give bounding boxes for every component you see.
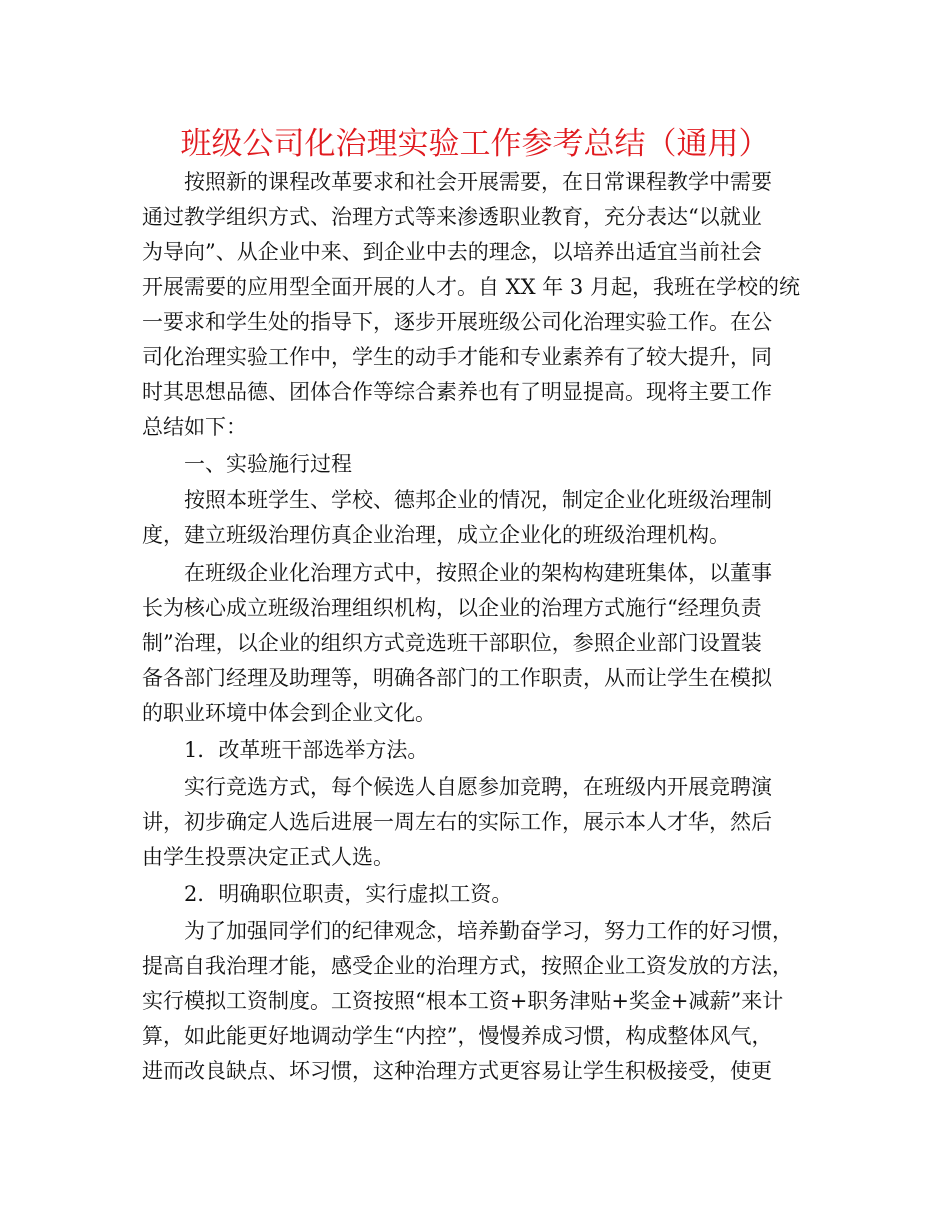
- section-heading: 一、实验施行过程: [184, 452, 352, 476]
- subsection-heading-2: 2．明确职位职责，实行虚拟工资。: [184, 882, 513, 906]
- text-line-4: 开展需要的应用型全面开展的人才。自 XX 年 3 月起，我班在学校的统: [142, 275, 800, 299]
- text-line-8: 总结如下：: [142, 415, 247, 439]
- text-line-11: 在班级企业化治理方式中，按照企业的架构构建班集体，以董事: [184, 561, 772, 585]
- text-line-14: 备各部门经理及助理等，明确各部门的工作职责，从而让学生在模拟: [142, 666, 772, 690]
- text-line-16: 实行竞选方式，每个候选人自愿参加竞聘，在班级内开展竞聘演: [184, 775, 772, 799]
- text-line-23: 进而改良缺点、坏习惯，这种治理方式更容易让学生积极接受，使更: [142, 1059, 772, 1083]
- text-line-17: 讲，初步确定人选后进展一周左右的实际工作，展示本人才华，然后: [142, 810, 772, 834]
- text-line-19: 为了加强同学们的纪律观念，培养勤奋学习，努力工作的好习惯，: [184, 919, 793, 943]
- text-line-18: 由学生投票决定正式人选。: [142, 845, 394, 869]
- text-line-2: 通过教学组织方式、治理方式等来渗透职业教育，充分表达“以就业: [142, 205, 762, 229]
- text-line-20: 提高自我治理才能，感受企业的治理方式，按照企业工资发放的方法，: [142, 954, 793, 978]
- text-line-13: 制”治理，以企业的组织方式竞选班干部职位，参照企业部门设置装: [142, 631, 762, 655]
- document-title: 班级公司化治理实验工作参考总结（通用）: [180, 126, 770, 162]
- text-line-10: 度，建立班级治理仿真企业治理，成立企业化的班级治理机构。: [142, 523, 730, 547]
- subsection-heading-1: 1．改革班干部选举方法。: [184, 738, 429, 762]
- text-line-7: 时其思想品德、团体合作等综合素养也有了明显提高。现将主要工作: [142, 380, 772, 404]
- text-line-3: 为导向”、从企业中来、到企业中去的理念，以培养出适宜当前社会: [142, 240, 762, 264]
- text-line-22: 算，如此能更好地调动学生“内控”，慢慢养成习惯，构成整体风气，: [142, 1024, 773, 1048]
- text-line-1: 按照新的课程改革要求和社会开展需要，在日常课程教学中需要: [184, 170, 772, 194]
- text-line-9: 按照本班学生、学校、德邦企业的情况，制定企业化班级治理制: [184, 488, 772, 512]
- text-line-21: 实行模拟工资制度。工资按照“根本工资+职务津贴+奖金+减薪”来计: [142, 989, 784, 1013]
- text-line-12: 长为核心成立班级治理组织机构，以企业的治理方式施行“经理负责: [142, 596, 762, 620]
- text-line-6: 司化治理实验工作中，学生的动手才能和专业素养有了较大提升，同: [142, 345, 772, 369]
- text-line-15: 的职业环境中体会到企业文化。: [142, 701, 436, 725]
- text-line-5: 一要求和学生处的指导下，逐步开展班级公司化治理实验工作。在公: [142, 310, 772, 334]
